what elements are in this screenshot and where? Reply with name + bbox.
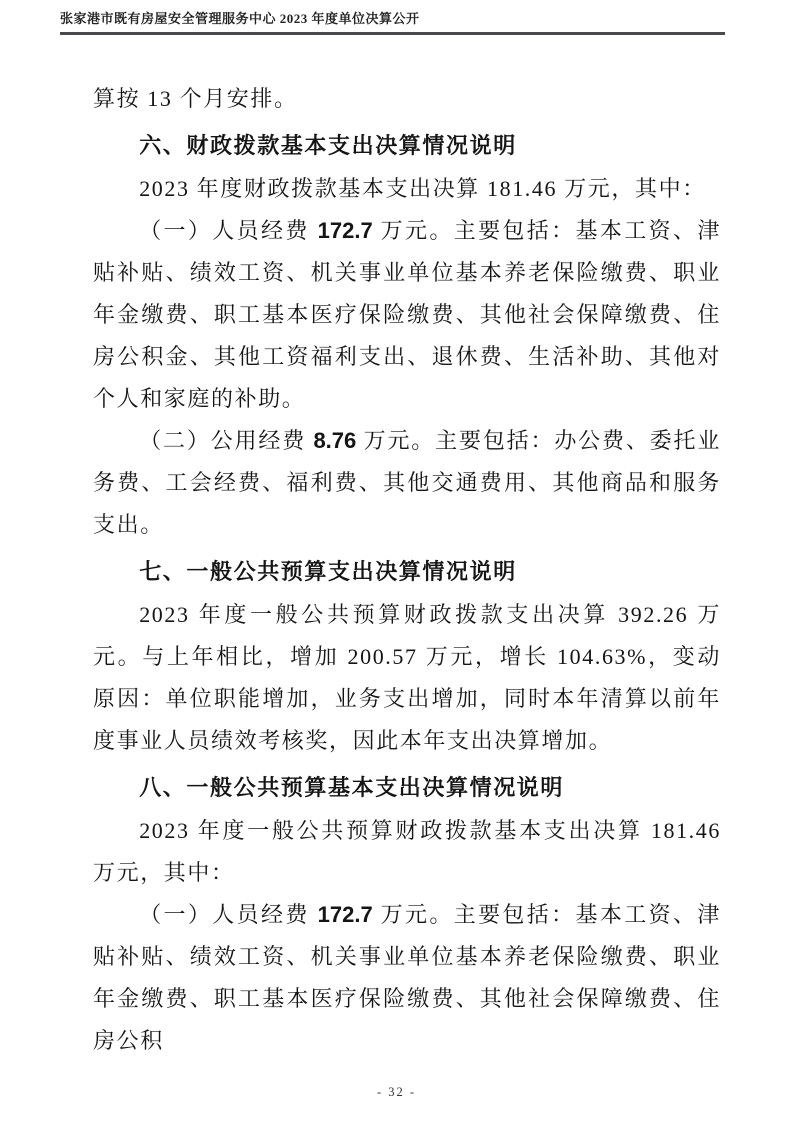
text-run: 六、财政拨款基本支出决算情况说明 <box>139 133 517 158</box>
highlighted-number: 172.7 <box>317 902 373 927</box>
paragraph <box>93 810 721 894</box>
text-run: 万元。主要包括：基本工资、津贴补贴、绩效工资、机关事业单位基本养老保险缴费、职业年金缴费、职工基本医疗保险缴费、其他社会保障缴费、住房公积 <box>93 902 721 1053</box>
text-run: 七、一般公共预算支出决算情况说明 <box>139 559 517 584</box>
page-header <box>60 8 725 35</box>
paragraph <box>93 420 721 546</box>
text-run: 万元。主要包括：办公费、委托业务费、工会经费、福利费、其他交通费用、其他商品和服务支出。 <box>93 428 721 537</box>
text-run: 2023 年度财政拨款基本支出决算 181.46 万元，其中： <box>139 176 706 201</box>
paragraph <box>93 894 721 1062</box>
document-body <box>93 78 721 1062</box>
text-run: （二）公用经费 <box>139 428 314 453</box>
section-heading <box>93 125 721 167</box>
text-run: 2023 年度一般公共预算财政拨款基本支出决算 181.46 万元，其中： <box>93 818 721 885</box>
section-heading <box>93 551 721 593</box>
text-run: 2023 年度一般公共预算财政拨款支出决算 392.26 万元。与上年相比，增加 200.57 万元，增长 104.63%，变动原因：单位职能增加，业务支出增加，同时本年清算以前年度事业人员绩效考核奖，因此本年支出决算增加。 <box>93 602 721 753</box>
highlighted-number: 8.76 <box>313 428 357 453</box>
text-run: 万元。主要包括：基本工资、津贴补贴、绩效工资、机关事业单位基本养老保险缴费、职业年金缴费、职工基本医疗保险缴费、其他社会保障缴费、住房公积金、其他工资福利支出、退休费、生活补助、其他对个人和家庭的补助。 <box>93 218 721 411</box>
text-run: （一）人员经费 <box>139 902 318 927</box>
paragraph <box>93 594 721 762</box>
header-title: 张家港市既有房屋安全管理服务中心 2023 年度单位决算公开 <box>60 11 420 26</box>
text-run: 算按 13 个月安排。 <box>93 86 298 111</box>
paragraph <box>93 210 721 420</box>
text-run: 八、一般公共预算基本支出决算情况说明 <box>139 775 564 800</box>
page-footer <box>0 1085 793 1100</box>
text-run: （一）人员经费 <box>139 218 318 243</box>
paragraph <box>93 78 721 120</box>
section-heading <box>93 767 721 809</box>
highlighted-number: 172.7 <box>317 218 373 243</box>
page-number: - 32 - <box>376 1085 417 1099</box>
paragraph <box>93 168 721 210</box>
